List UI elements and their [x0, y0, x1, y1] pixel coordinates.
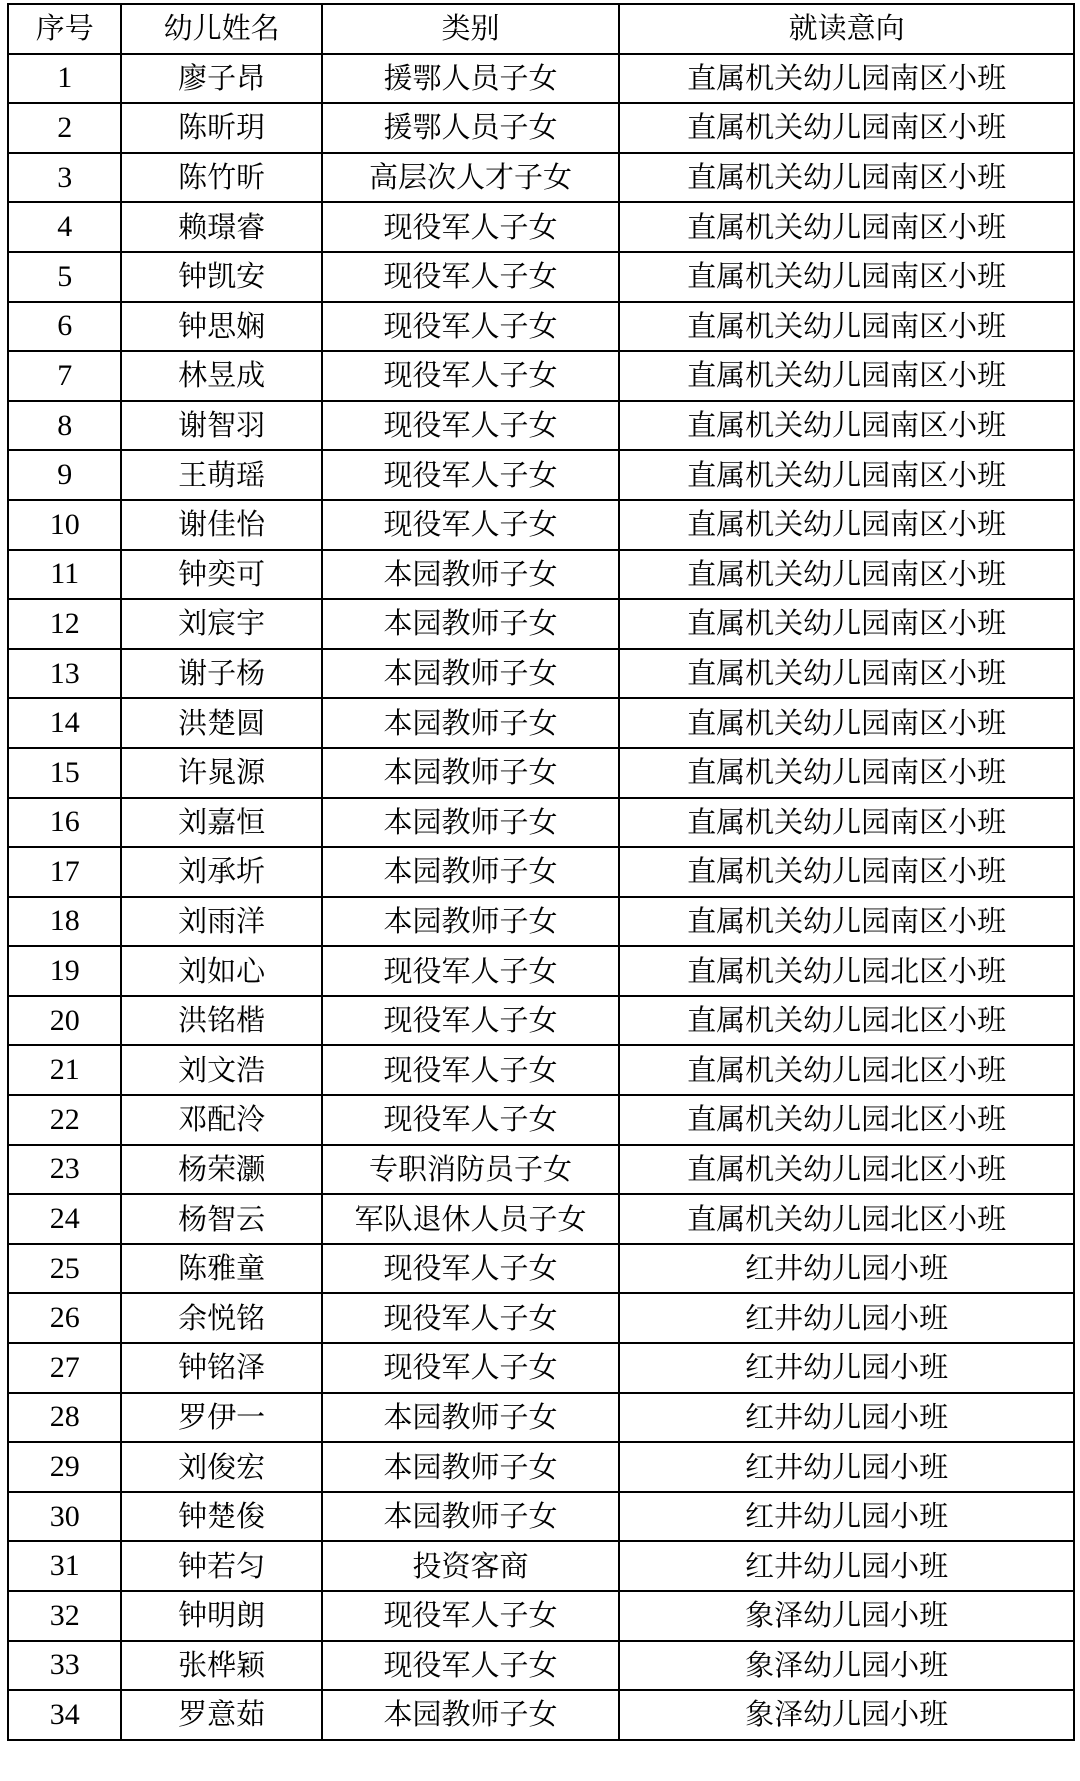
child-name-cell: 谢佳怡 — [121, 500, 321, 550]
category-cell: 现役军人子女 — [322, 500, 619, 550]
enrollment-intention-cell: 直属机关幼儿园南区小班 — [619, 252, 1074, 302]
category-cell: 本园教师子女 — [322, 1442, 619, 1492]
header-enrollment-intention: 就读意向 — [619, 4, 1074, 54]
category-cell: 本园教师子女 — [322, 550, 619, 600]
serial-number-cell: 31 — [8, 1541, 121, 1591]
serial-number-cell: 32 — [8, 1591, 121, 1641]
table-row — [8, 1393, 1074, 1443]
table-row — [8, 1293, 1074, 1343]
child-name-cell: 刘承圻 — [121, 847, 321, 897]
serial-number-cell: 7 — [8, 351, 121, 401]
serial-number-cell: 4 — [8, 202, 121, 252]
category-cell: 专职消防员子女 — [322, 1145, 619, 1195]
serial-number-cell: 25 — [8, 1244, 121, 1294]
serial-number-cell: 29 — [8, 1442, 121, 1492]
table-row — [8, 103, 1074, 153]
table-row — [8, 1591, 1074, 1641]
serial-number-cell: 11 — [8, 550, 121, 600]
category-cell: 援鄂人员子女 — [322, 103, 619, 153]
serial-number-cell: 17 — [8, 847, 121, 897]
category-cell: 现役军人子女 — [322, 1343, 619, 1393]
table-row — [8, 1194, 1074, 1244]
serial-number-cell: 30 — [8, 1492, 121, 1542]
enrollment-intention-cell: 红井幼儿园小班 — [619, 1492, 1074, 1542]
table-row — [8, 252, 1074, 302]
enrollment-intention-cell: 直属机关幼儿园南区小班 — [619, 847, 1074, 897]
enrollment-intention-cell: 直属机关幼儿园北区小班 — [619, 1045, 1074, 1095]
category-cell: 本园教师子女 — [322, 1492, 619, 1542]
table-row — [8, 1492, 1074, 1542]
category-cell: 现役军人子女 — [322, 1045, 619, 1095]
enrollment-intention-cell: 直属机关幼儿园北区小班 — [619, 996, 1074, 1046]
serial-number-cell: 22 — [8, 1095, 121, 1145]
enrollment-intention-cell: 红井幼儿园小班 — [619, 1293, 1074, 1343]
category-cell: 现役军人子女 — [322, 1293, 619, 1343]
serial-number-cell: 8 — [8, 401, 121, 451]
child-name-cell: 罗意茹 — [121, 1690, 321, 1740]
child-name-cell: 陈雅童 — [121, 1244, 321, 1294]
enrollment-intention-cell: 象泽幼儿园小班 — [619, 1690, 1074, 1740]
table-row — [8, 450, 1074, 500]
enrollment-intention-cell: 红井幼儿园小班 — [619, 1393, 1074, 1443]
category-cell: 本园教师子女 — [322, 698, 619, 748]
table-row — [8, 847, 1074, 897]
serial-number-cell: 28 — [8, 1393, 121, 1443]
category-cell: 援鄂人员子女 — [322, 54, 619, 104]
table-row — [8, 500, 1074, 550]
enrollment-intention-cell: 红井幼儿园小班 — [619, 1343, 1074, 1393]
table-row — [8, 1641, 1074, 1691]
category-cell: 现役军人子女 — [322, 252, 619, 302]
serial-number-cell: 16 — [8, 798, 121, 848]
category-cell: 现役军人子女 — [322, 1591, 619, 1641]
table-row — [8, 748, 1074, 798]
child-name-cell: 钟铭泽 — [121, 1343, 321, 1393]
enrollment-intention-cell: 象泽幼儿园小班 — [619, 1641, 1074, 1691]
enrollment-intention-cell: 直属机关幼儿园南区小班 — [619, 897, 1074, 947]
serial-number-cell: 34 — [8, 1690, 121, 1740]
category-cell: 现役军人子女 — [322, 351, 619, 401]
category-cell: 本园教师子女 — [322, 649, 619, 699]
enrollment-intention-cell: 直属机关幼儿园南区小班 — [619, 748, 1074, 798]
enrollment-intention-cell: 直属机关幼儿园北区小班 — [619, 1145, 1074, 1195]
child-name-cell: 刘嘉恒 — [121, 798, 321, 848]
serial-number-cell: 23 — [8, 1145, 121, 1195]
table-row — [8, 1095, 1074, 1145]
category-cell: 军队退休人员子女 — [322, 1194, 619, 1244]
table-header — [8, 4, 1074, 54]
child-name-cell: 钟明朗 — [121, 1591, 321, 1641]
child-name-cell: 杨荣灏 — [121, 1145, 321, 1195]
enrollment-intention-cell: 直属机关幼儿园南区小班 — [619, 649, 1074, 699]
category-cell: 现役军人子女 — [322, 1095, 619, 1145]
child-name-cell: 刘文浩 — [121, 1045, 321, 1095]
child-name-cell: 刘俊宏 — [121, 1442, 321, 1492]
table-row — [8, 302, 1074, 352]
enrollment-intention-cell: 象泽幼儿园小班 — [619, 1591, 1074, 1641]
category-cell: 现役军人子女 — [322, 450, 619, 500]
child-name-cell: 刘如心 — [121, 946, 321, 996]
child-name-cell: 洪楚圆 — [121, 698, 321, 748]
enrollment-intention-cell: 直属机关幼儿园南区小班 — [619, 550, 1074, 600]
enrollment-table — [7, 3, 1075, 1741]
category-cell: 本园教师子女 — [322, 1393, 619, 1443]
serial-number-cell: 19 — [8, 946, 121, 996]
child-name-cell: 钟奕可 — [121, 550, 321, 600]
child-name-cell: 陈竹昕 — [121, 153, 321, 203]
enrollment-intention-cell: 直属机关幼儿园南区小班 — [619, 500, 1074, 550]
child-name-cell: 余悦铭 — [121, 1293, 321, 1343]
child-name-cell: 钟楚俊 — [121, 1492, 321, 1542]
category-cell: 本园教师子女 — [322, 748, 619, 798]
table-row — [8, 798, 1074, 848]
table-body — [8, 54, 1074, 1740]
header-row — [8, 4, 1074, 54]
serial-number-cell: 3 — [8, 153, 121, 203]
serial-number-cell: 6 — [8, 302, 121, 352]
category-cell: 现役军人子女 — [322, 202, 619, 252]
table-row — [8, 1541, 1074, 1591]
enrollment-intention-cell: 直属机关幼儿园南区小班 — [619, 103, 1074, 153]
serial-number-cell: 1 — [8, 54, 121, 104]
serial-number-cell: 12 — [8, 599, 121, 649]
serial-number-cell: 14 — [8, 698, 121, 748]
serial-number-cell: 20 — [8, 996, 121, 1046]
category-cell: 现役军人子女 — [322, 946, 619, 996]
table-row — [8, 54, 1074, 104]
table-row — [8, 1045, 1074, 1095]
category-cell: 现役军人子女 — [322, 1641, 619, 1691]
enrollment-intention-cell: 直属机关幼儿园南区小班 — [619, 202, 1074, 252]
child-name-cell: 杨智云 — [121, 1194, 321, 1244]
serial-number-cell: 24 — [8, 1194, 121, 1244]
enrollment-intention-cell: 直属机关幼儿园南区小班 — [619, 302, 1074, 352]
enrollment-intention-cell: 直属机关幼儿园南区小班 — [619, 401, 1074, 451]
enrollment-intention-cell: 红井幼儿园小班 — [619, 1442, 1074, 1492]
child-name-cell: 谢智羽 — [121, 401, 321, 451]
table-row — [8, 351, 1074, 401]
table-row — [8, 1690, 1074, 1740]
category-cell: 本园教师子女 — [322, 847, 619, 897]
enrollment-intention-cell: 直属机关幼儿园北区小班 — [619, 1194, 1074, 1244]
enrollment-intention-cell: 红井幼儿园小班 — [619, 1541, 1074, 1591]
serial-number-cell: 5 — [8, 252, 121, 302]
child-name-cell: 钟思娴 — [121, 302, 321, 352]
child-name-cell: 刘宸宇 — [121, 599, 321, 649]
category-cell: 本园教师子女 — [322, 1690, 619, 1740]
child-name-cell: 赖璟睿 — [121, 202, 321, 252]
table-row — [8, 996, 1074, 1046]
table-row — [8, 946, 1074, 996]
child-name-cell: 钟凯安 — [121, 252, 321, 302]
child-name-cell: 刘雨洋 — [121, 897, 321, 947]
child-name-cell: 张桦颖 — [121, 1641, 321, 1691]
serial-number-cell: 27 — [8, 1343, 121, 1393]
child-name-cell: 钟若匀 — [121, 1541, 321, 1591]
child-name-cell: 邓配泠 — [121, 1095, 321, 1145]
header-serial-number: 序号 — [8, 4, 121, 54]
category-cell: 高层次人才子女 — [322, 153, 619, 203]
serial-number-cell: 18 — [8, 897, 121, 947]
table-row — [8, 1145, 1074, 1195]
category-cell: 现役军人子女 — [322, 1244, 619, 1294]
enrollment-intention-cell: 直属机关幼儿园北区小班 — [619, 946, 1074, 996]
serial-number-cell: 15 — [8, 748, 121, 798]
table-row — [8, 202, 1074, 252]
serial-number-cell: 10 — [8, 500, 121, 550]
child-name-cell: 罗伊一 — [121, 1393, 321, 1443]
enrollment-intention-cell: 直属机关幼儿园南区小班 — [619, 153, 1074, 203]
enrollment-intention-cell: 直属机关幼儿园南区小班 — [619, 450, 1074, 500]
category-cell: 投资客商 — [322, 1541, 619, 1591]
table-row — [8, 153, 1074, 203]
category-cell: 本园教师子女 — [322, 798, 619, 848]
enrollment-intention-cell: 红井幼儿园小班 — [619, 1244, 1074, 1294]
table-row — [8, 897, 1074, 947]
child-name-cell: 洪铭楷 — [121, 996, 321, 1046]
serial-number-cell: 33 — [8, 1641, 121, 1691]
table-row — [8, 1442, 1074, 1492]
category-cell: 本园教师子女 — [322, 599, 619, 649]
table-row — [8, 401, 1074, 451]
serial-number-cell: 26 — [8, 1293, 121, 1343]
header-category: 类别 — [322, 4, 619, 54]
table-row — [8, 550, 1074, 600]
serial-number-cell: 2 — [8, 103, 121, 153]
header-child-name: 幼儿姓名 — [121, 4, 321, 54]
enrollment-intention-cell: 直属机关幼儿园南区小班 — [619, 54, 1074, 104]
table-row — [8, 1244, 1074, 1294]
child-name-cell: 林昱成 — [121, 351, 321, 401]
child-name-cell: 许晁源 — [121, 748, 321, 798]
child-name-cell: 王萌瑶 — [121, 450, 321, 500]
child-name-cell: 廖子昂 — [121, 54, 321, 104]
enrollment-intention-cell: 直属机关幼儿园南区小班 — [619, 599, 1074, 649]
enrollment-intention-cell: 直属机关幼儿园北区小班 — [619, 1095, 1074, 1145]
table-row — [8, 698, 1074, 748]
category-cell: 现役军人子女 — [322, 302, 619, 352]
enrollment-intention-cell: 直属机关幼儿园南区小班 — [619, 798, 1074, 848]
enrollment-intention-cell: 直属机关幼儿园南区小班 — [619, 351, 1074, 401]
enrollment-intention-cell: 直属机关幼儿园南区小班 — [619, 698, 1074, 748]
category-cell: 本园教师子女 — [322, 897, 619, 947]
serial-number-cell: 21 — [8, 1045, 121, 1095]
table-row — [8, 1343, 1074, 1393]
table-row — [8, 649, 1074, 699]
serial-number-cell: 13 — [8, 649, 121, 699]
child-name-cell: 陈昕玥 — [121, 103, 321, 153]
category-cell: 现役军人子女 — [322, 996, 619, 1046]
category-cell: 现役军人子女 — [322, 401, 619, 451]
table-row — [8, 599, 1074, 649]
child-name-cell: 谢子杨 — [121, 649, 321, 699]
serial-number-cell: 9 — [8, 450, 121, 500]
